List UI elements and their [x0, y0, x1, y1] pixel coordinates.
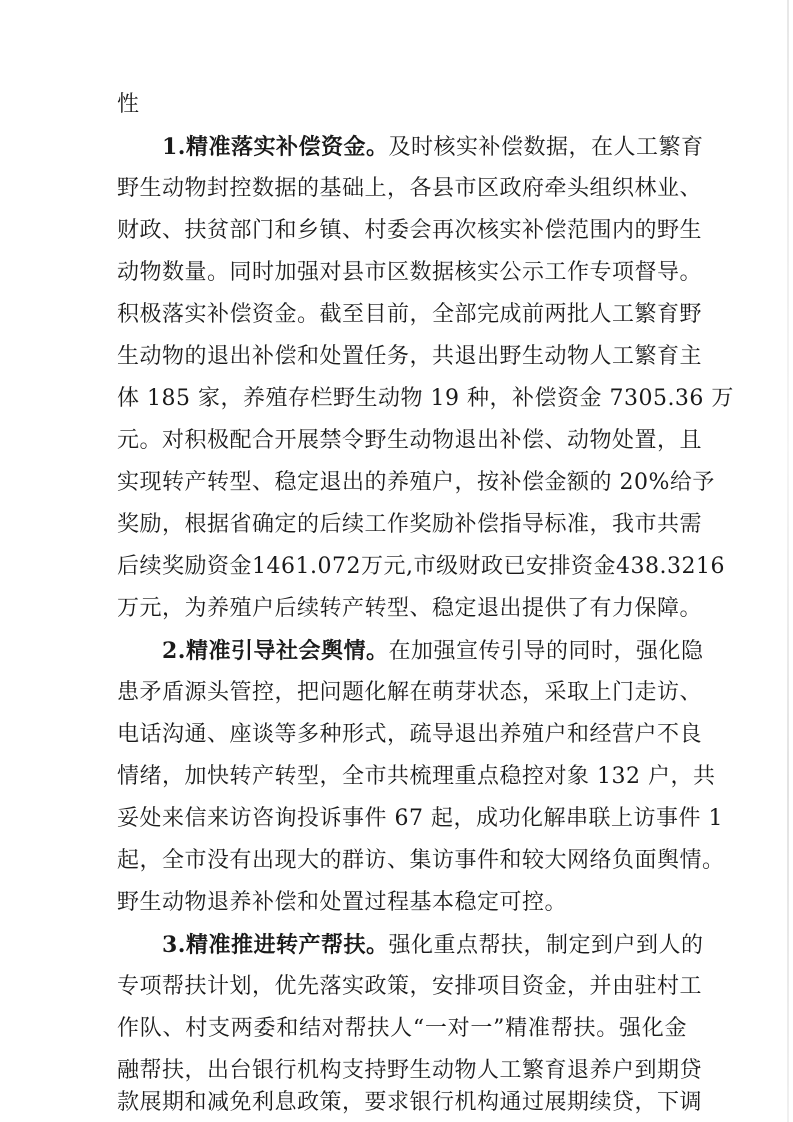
text-line-24: 融帮扶，出台银行机构支持野生动物人工繁育退养户到期贷 — [117, 1058, 703, 1083]
text-line-4: 财政、扶贫部门和乡镇、村委会再次核实补偿范围内的野生 — [117, 218, 703, 243]
section-heading-3: 3.精准推进转产帮扶。 — [162, 932, 389, 958]
text-line-11: 奖励，根据省确定的后续工作奖励补偿指导标准，我市共需 — [117, 512, 703, 537]
text-line-15: 患矛盾源头管控，把问题化解在萌芽状态，采取上门走访、 — [117, 680, 703, 705]
scan-edge — [787, 0, 789, 1122]
text-line-16: 电话沟通、座谈等多种形式，疏导退出养殖户和经营户不良 — [117, 722, 703, 747]
section-heading-2: 2.精准引导社会舆情。 — [162, 638, 389, 664]
text-line-2: 1.精准落实补偿资金。及时核实补偿数据，在人工繁育 — [162, 134, 704, 160]
text-line-21: 3.精准推进转产帮扶。强化重点帮扶，制定到户到人的 — [162, 932, 704, 958]
text-line-8: 体 185 家，养殖存栏野生动物 19 种，补偿资金 7305.36 万 — [117, 386, 734, 411]
text-line-25: 款展期和减免利息政策，要求银行机构通过展期续贷，下调 — [117, 1090, 703, 1115]
text-line-12: 后续奖励资金1461.072万元,市级财政已安排资金438.3216 — [117, 554, 725, 579]
text-line-20: 野生动物退养补偿和处置过程基本稳定可控。 — [117, 890, 568, 915]
section-heading-1: 1.精准落实补偿资金。 — [162, 134, 389, 160]
text-line-10: 实现转产转型、稳定退出的养殖户，按补偿金额的 20%给予 — [117, 470, 715, 495]
text-line-22: 专项帮扶计划，优先落实政策，安排项目资金，并由驻村工 — [117, 974, 703, 999]
text-line-13: 万元，为养殖户后续转产转型、稳定退出提供了有力保障。 — [117, 596, 703, 621]
text-line-1: 性 — [117, 92, 140, 117]
text-line-14: 2.精准引导社会舆情。在加强宣传引导的同时，强化隐 — [162, 638, 704, 664]
text-line-18: 妥处来信来访咨询投诉事件 67 起，成功化解串联上访事件 1 — [117, 806, 723, 831]
text-line-6: 积极落实补偿资金。截至目前，全部完成前两批人工繁育野 — [117, 302, 703, 327]
text-line-7: 生动物的退出补偿和处置任务，共退出野生动物人工繁育主 — [117, 344, 703, 369]
text-line-19: 起，全市没有出现大的群访、集访事件和较大网络负面舆情。 — [117, 848, 725, 873]
text-line-23: 作队、村支两委和结对帮扶人“一对一”精准帮扶。强化金 — [117, 1016, 687, 1041]
text-line-5: 动物数量。同时加强对县市区数据核实公示工作专项督导。 — [117, 260, 703, 285]
text-line-3: 野生动物封控数据的基础上，各县市区政府牵头组织林业、 — [117, 176, 703, 201]
text-line-17: 情绪，加快转产转型，全市共梳理重点稳控对象 132 户，共 — [117, 764, 716, 789]
text-line-9: 元。对积极配合开展禁令野生动物退出补偿、动物处置，且 — [117, 428, 703, 453]
